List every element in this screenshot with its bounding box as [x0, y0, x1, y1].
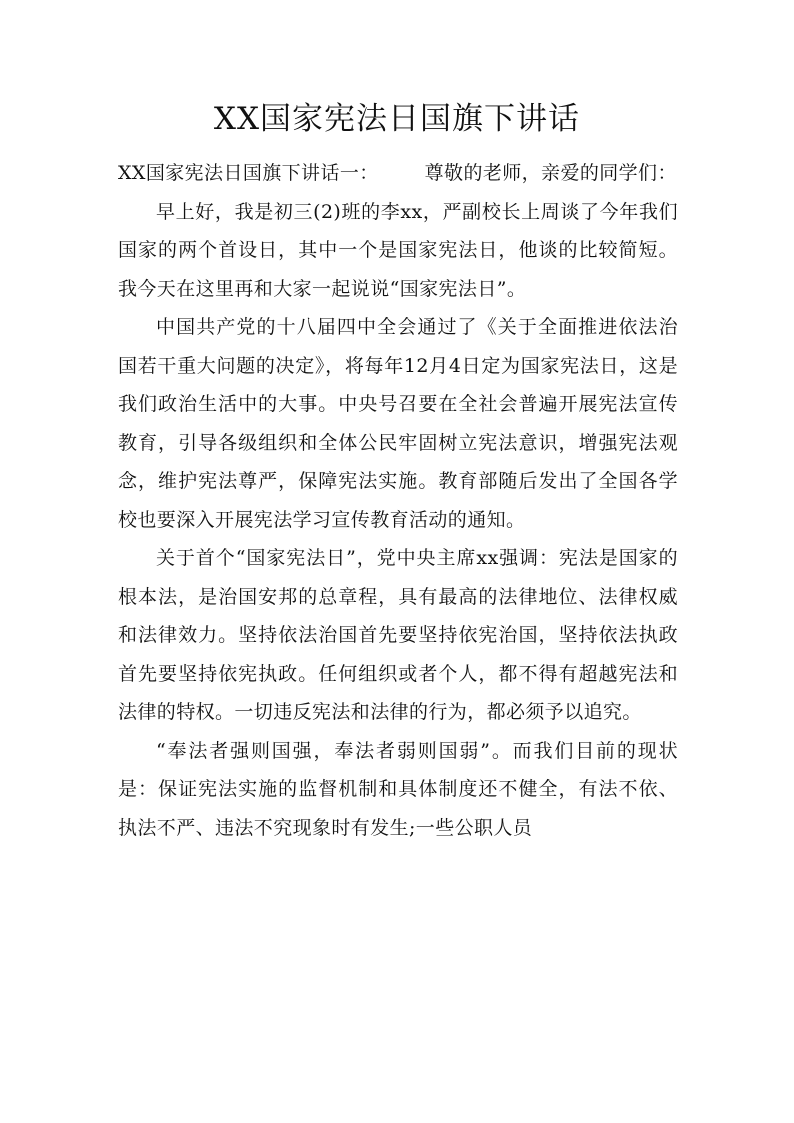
document-title: XX国家宪法日国旗下讲话 [213, 101, 581, 137]
paragraph-2: 中国共产党的十八届四中全会通过了《关于全面推进依法治国若干重大问题的决定》，将每年12月4日定为国家宪法日，这是我们政治生活中的大事。中央号召要在全社会普遍开展宪法宣传教育，引导各级组织和全体公民牢固树立宪法意识，增强宪法观念，维护宪法尊严，保障宪法实施。教育部随后发出了全国各学校也要深入开展宪法学习宣传教育活动的通知。 [118, 316, 678, 531]
intro-heading: XX国家宪法日国旗下讲话一： [118, 162, 379, 184]
document-body [118, 154, 678, 847]
intro-line [118, 154, 678, 193]
salutation: 尊敬的老师，亲爱的同学们： [424, 162, 677, 184]
paragraph-1: 早上好，我是初三(2)班的李xx，严副校长上周谈了今年我们国家的两个首设日，其中一个是国家宪法日，他谈的比较简短。我今天在这里再和大家一起说说“国家宪法日”。 [118, 200, 678, 300]
paragraph-3: 关于首个“国家宪法日”，党中央主席xx强调：宪法是国家的根本法，是治国安邦的总章程，具有最高的法律地位、法律权威和法律效力。坚持依法治国首先要坚持依宪治国，坚持依法执政首先要坚持依宪执政。任何组织或者个人，都不得有超越宪法和法律的特权。一切违反宪法和法律的行为，都必须予以追究。 [118, 547, 678, 723]
paragraph-4: “奉法者强则国强，奉法者弱则国弱”。而我们目前的现状是：保证宪法实施的监督机制和具体制度还不健全，有法不依、执法不严、违法不究现象时有发生;一些公职人员 [118, 739, 678, 839]
